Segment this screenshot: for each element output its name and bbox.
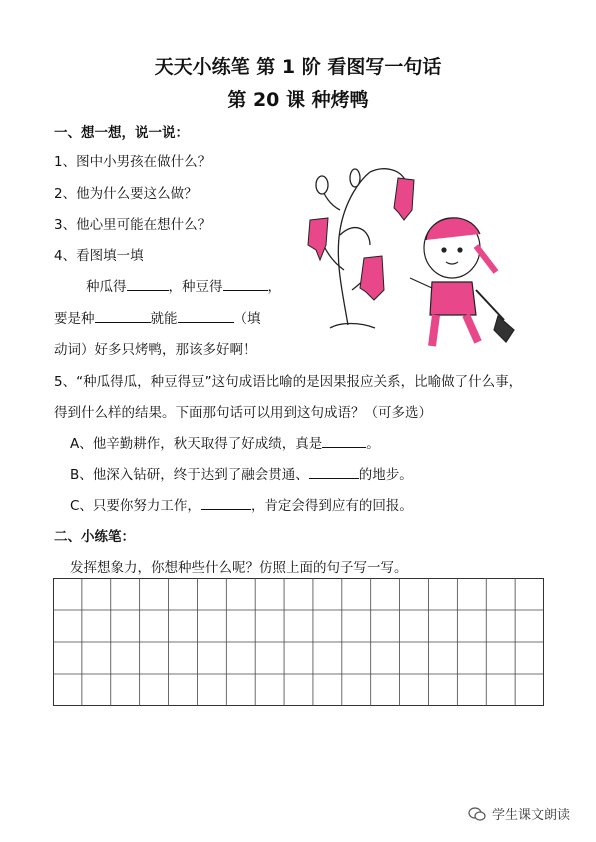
option-text: A、他辛勤耕作，秋天取得了好成绩，真是 — [70, 436, 323, 452]
illustration-boy-planting-ducks — [300, 150, 528, 360]
fill-text: ，种豆得 — [168, 279, 223, 295]
question-4-fill-line3: 动词）好多只烤鸭，那该多好啊！ — [54, 342, 257, 358]
answer-blank[interactable] — [127, 277, 169, 291]
question-2: 2、他为什么要这么做？ — [54, 186, 198, 202]
fill-text: 种瓜得 — [86, 279, 127, 295]
answer-blank[interactable] — [178, 309, 234, 323]
option-text: 的地步。 — [358, 467, 413, 483]
page-title: 天天小练笔 第 1 阶 看图写一句话 — [154, 56, 442, 78]
wechat-icon — [468, 806, 486, 822]
section2-heading: 二、小练笔： — [54, 529, 135, 545]
watermark — [468, 804, 570, 823]
answer-blank[interactable] — [223, 277, 268, 291]
roast-duck-icon — [308, 178, 414, 300]
question-3: 3、他心里可能在想什么？ — [54, 217, 212, 233]
answer-blank[interactable] — [322, 434, 366, 448]
vine-plant — [316, 169, 405, 328]
grid-lines — [53, 578, 544, 706]
fill-text: 要是种 — [54, 311, 95, 327]
fill-text: ， — [267, 279, 281, 295]
option-text: ，肯定会得到应有的回报。 — [250, 498, 413, 514]
question-4-fill-line1 — [86, 275, 281, 295]
question-5-line1: 5、“种瓜得瓜，种豆得豆”这句成语比喻的是因果报应关系，比喻做了什么事， — [54, 374, 523, 390]
option-text: C、只要你努力工作， — [70, 498, 201, 514]
fill-text: 就能 — [150, 311, 178, 327]
option-text: B、他深入钻研，终于达到了融会贯通、 — [70, 467, 309, 483]
watermark-text: 学生课文朗读 — [492, 808, 571, 823]
writing-grid[interactable] — [53, 578, 544, 706]
question-4-fill-line2 — [54, 307, 261, 327]
answer-blank[interactable] — [95, 309, 151, 323]
option-b — [70, 463, 413, 483]
question-5-line2: 得到什么样的结果。下面那句话可以用到这句成语？（可多选） — [54, 405, 432, 421]
option-a — [70, 432, 380, 452]
answer-blank[interactable] — [201, 496, 251, 510]
answer-blank[interactable] — [309, 465, 359, 479]
child-figure — [410, 218, 514, 346]
option-text: 。 — [366, 436, 380, 452]
question-1: 1、图中小男孩在做什么？ — [54, 154, 212, 170]
question-4: 4、看图填一填 — [54, 248, 144, 264]
writing-prompt: 发挥想象力，你想种些什么呢？仿照上面的句子写一写。 — [70, 560, 408, 576]
option-c — [70, 494, 413, 514]
lesson-title: 第 20 课 种烤鸭 — [227, 89, 369, 111]
fill-text: （填 — [233, 311, 261, 327]
section1-heading: 一、想一想，说一说： — [54, 125, 189, 141]
